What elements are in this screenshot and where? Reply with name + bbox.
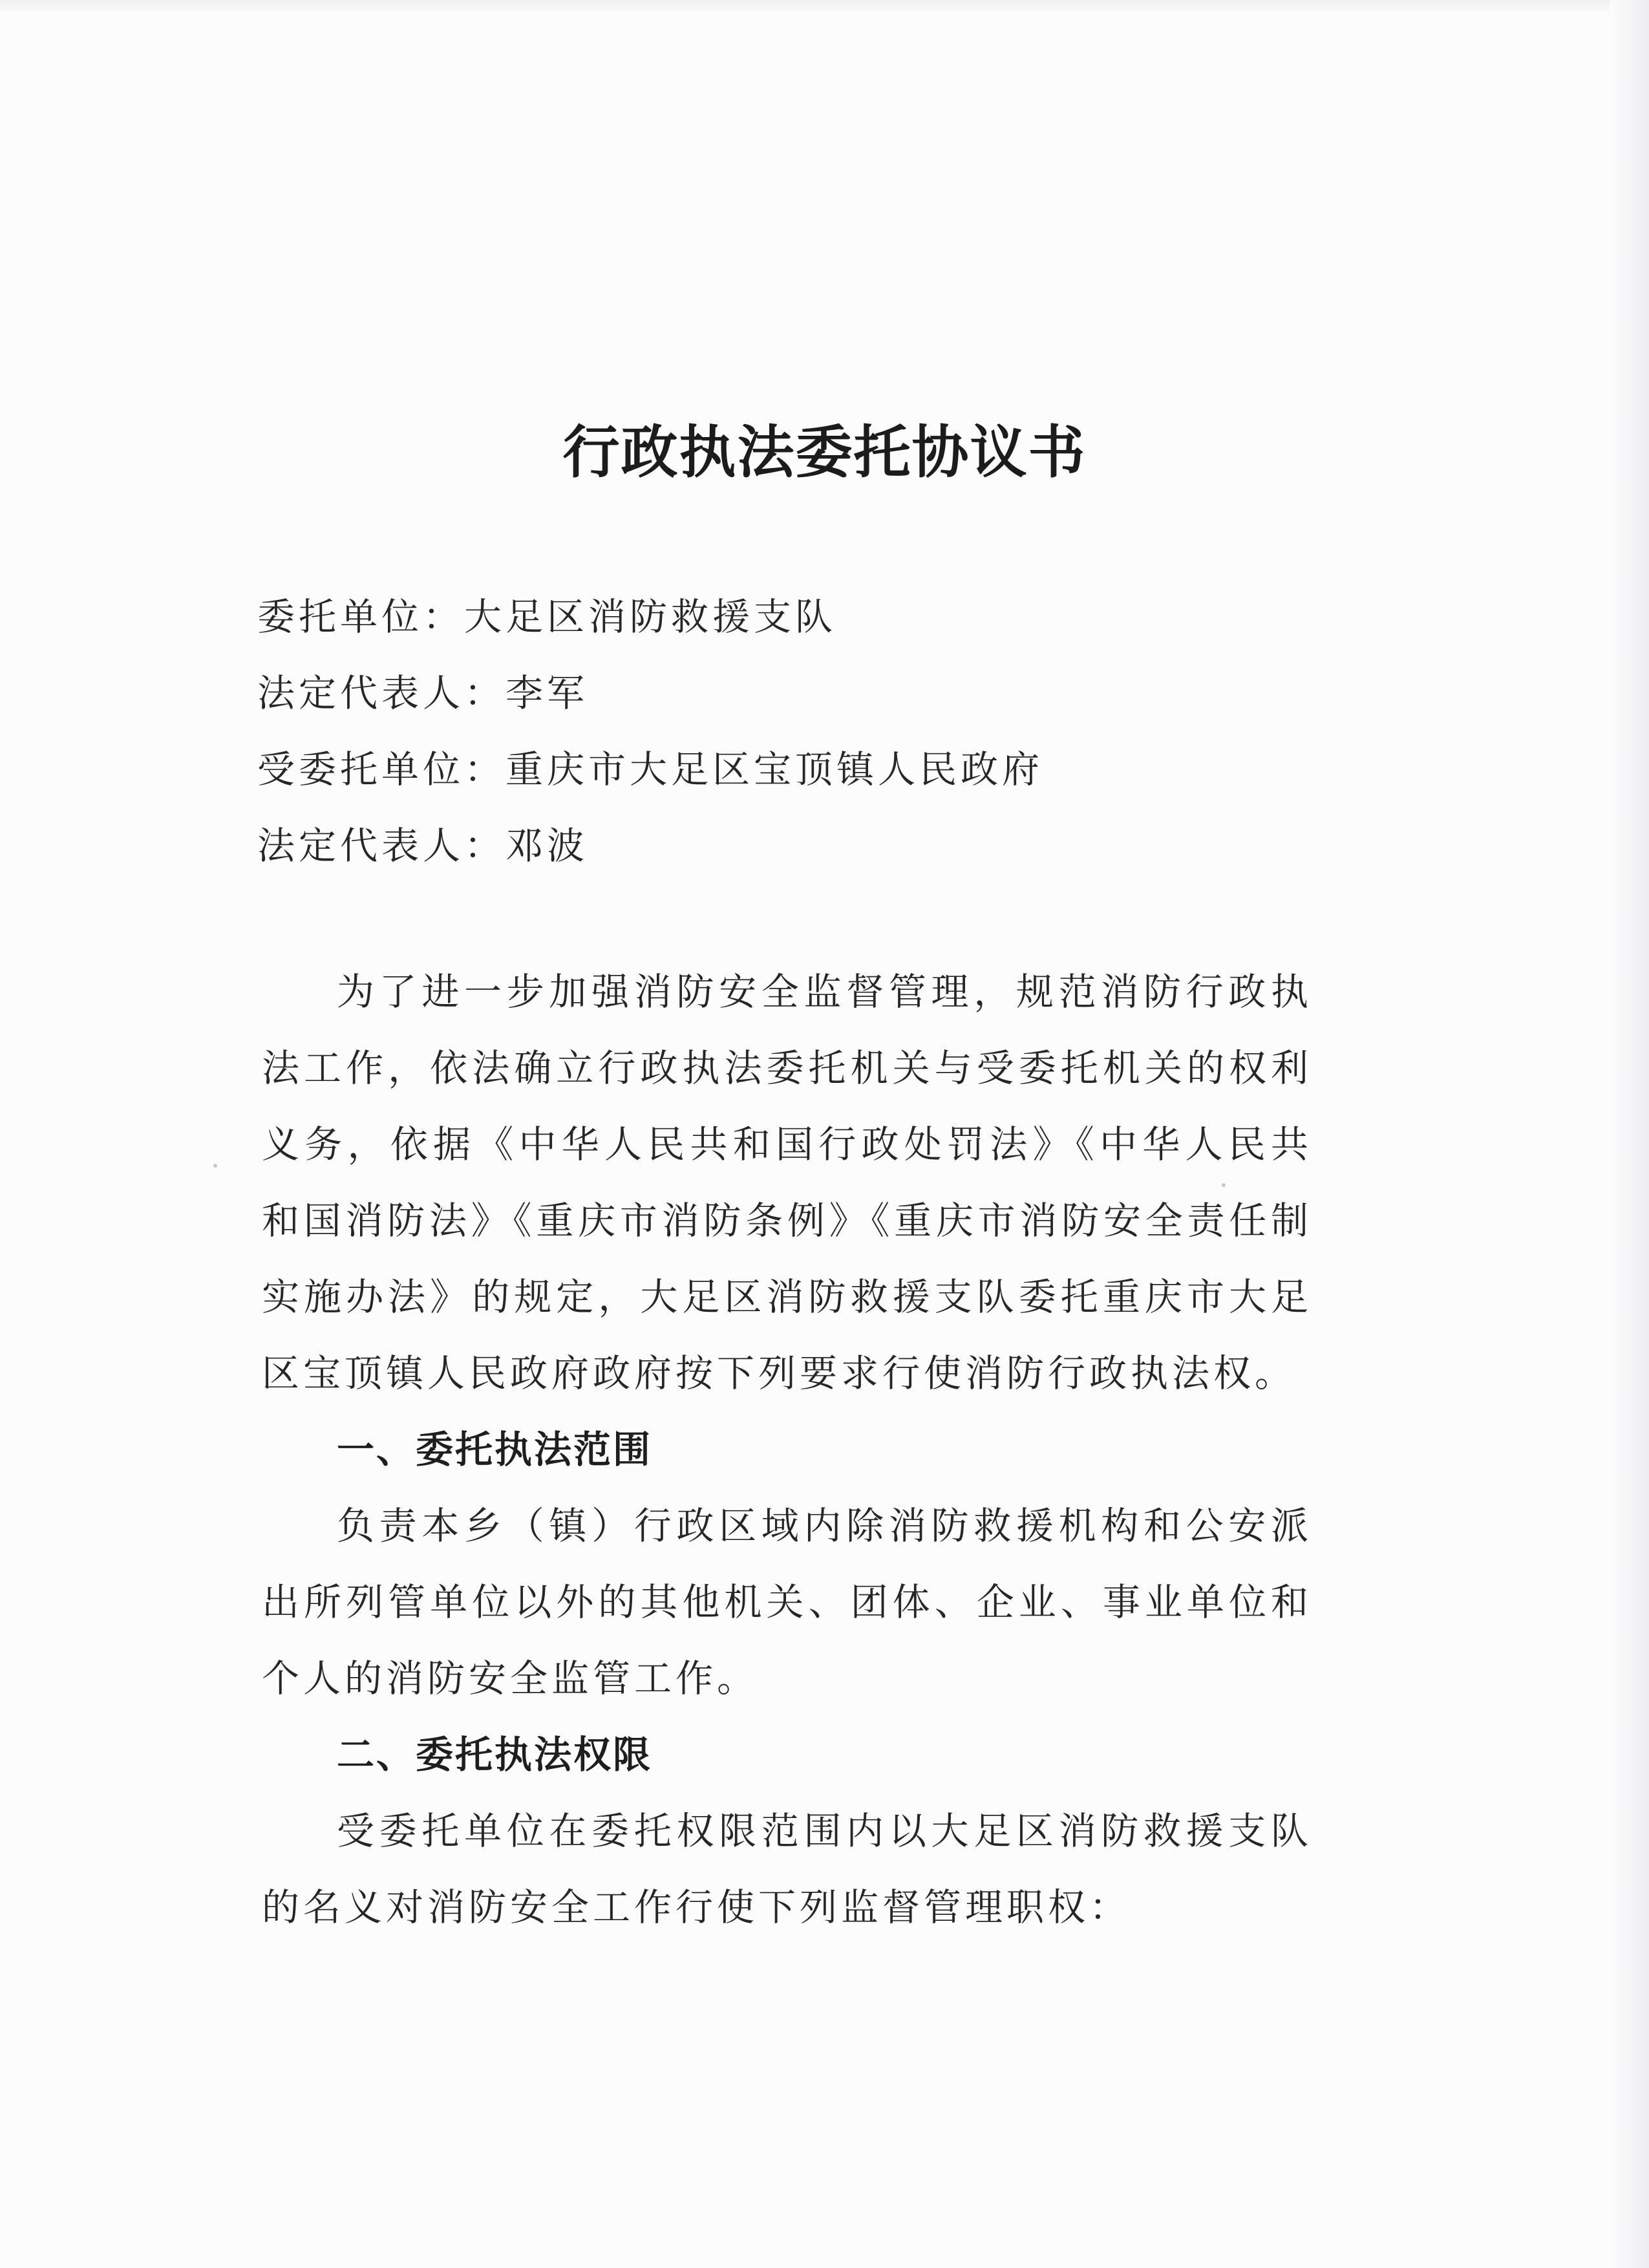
scan-speck	[213, 1164, 217, 1168]
party-label: 委托单位：	[257, 595, 465, 639]
party-label: 法定代表人：	[257, 824, 506, 868]
scan-edge-right	[1610, 0, 1649, 2268]
section-scope-paragraph: 负责本乡（镇）行政区域内除消防救援机构和公安派出所列管单位以外的其他机关、团体、企业、事业单位和个人的消防安全监管工作。	[262, 1504, 1312, 1700]
party-row-entrusting-unit	[257, 579, 1043, 655]
party-value: 大足区消防救援支队	[464, 595, 837, 639]
party-value: 重庆市大足区宝顶镇人民政府	[505, 747, 1044, 791]
party-value: 李军	[505, 671, 589, 715]
section-heading-authority: 二、委托执法权限	[337, 1733, 653, 1777]
document-body	[262, 954, 1312, 1945]
party-info	[257, 579, 1043, 884]
document-title: 行政执法委托协议书	[562, 418, 1087, 486]
party-value: 邓波	[505, 824, 589, 868]
party-row-entrusted-unit	[257, 731, 1043, 808]
party-row-legal-rep-1	[257, 655, 1043, 731]
scan-edge-top	[0, 0, 1649, 14]
party-label: 受委托单位：	[257, 747, 506, 791]
party-row-legal-rep-2	[257, 808, 1043, 884]
party-label: 法定代表人：	[257, 671, 506, 715]
section-authority-paragraph: 受委托单位在委托权限范围内以大足区消防救援支队的名义对消防安全工作行使下列监督管理职权：	[262, 1809, 1312, 1929]
intro-paragraph: 为了进一步加强消防安全监督管理，规范消防行政执法工作，依法确立行政执法委托机关与受委托机关的权利义务，依据《中华人民共和国行政处罚法》《中华人民共和国消防法》《重庆市消防条例》《重庆市消防安全责任制实施办法》的规定，大足区消防救援支队委托重庆市大足区宝顶镇人民政府政府按下列要求行使消防行政执法权。	[262, 970, 1312, 1395]
scan-speck	[1222, 1183, 1226, 1187]
section-heading-scope: 一、委托执法范围	[337, 1428, 653, 1471]
